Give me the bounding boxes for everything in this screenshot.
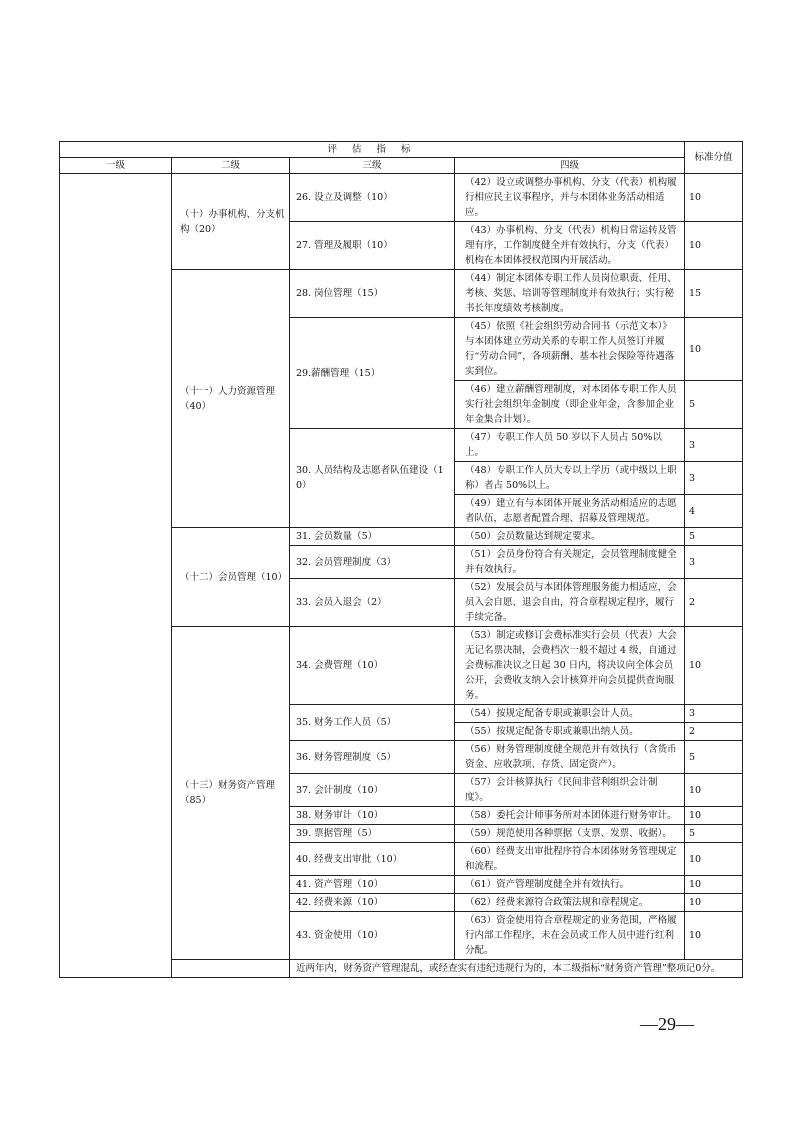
level4-cell: （57）会计核算执行《民间非营利组织会计制度》。	[455, 774, 685, 807]
level4-cell: （44）制定本团体专职工作人员岗位职责、任用、考核、奖惩、培训等管理制度并有效执行；实行秘书长年度绩效考核制度。	[455, 270, 685, 318]
level4-cell: （58）委托会计师事务所对本团体进行财务审计。	[455, 807, 685, 825]
level3-cell: 41. 资产管理（10）	[290, 876, 455, 894]
header-title: 评 估 指 标	[60, 142, 685, 158]
score-cell: 5	[685, 825, 743, 843]
score-cell: 3	[685, 546, 743, 579]
score-cell: 10	[685, 174, 743, 222]
header-level4: 四级	[455, 158, 685, 174]
header-level3: 三级	[290, 158, 455, 174]
score-cell: 5	[685, 528, 743, 546]
header-level2: 二级	[172, 158, 290, 174]
header-score: 标准分值	[685, 142, 743, 174]
level4-cell: （45）依照《社会组织劳动合同书（示范文本）》与本团体建立劳动关系的专职工作人员签订并履行“劳动合同”，各项薪酬、基本社会保险等待遇落实到位。	[455, 318, 685, 381]
level4-cell: （49）建立有与本团体开展业务活动相适应的志愿者队伍，志愿者配置合理、招募及管理规范。	[455, 495, 685, 528]
level4-cell: （61）资产管理制度健全并有效执行。	[455, 876, 685, 894]
level3-cell: 37. 会计制度（10）	[290, 774, 455, 807]
score-cell: 3	[685, 429, 743, 462]
score-cell: 5	[685, 381, 743, 429]
level4-cell: （51）会员身份符合有关规定，会员管理制度健全并有效执行。	[455, 546, 685, 579]
score-cell: 10	[685, 774, 743, 807]
level4-cell: （55）按规定配备专职或兼职出纳人员。	[455, 723, 685, 741]
score-cell: 10	[685, 843, 743, 876]
score-cell: 10	[685, 912, 743, 960]
level4-cell: （43）办事机构、分支（代表）机构日常运转及管理有序，工作制度健全并有效执行，分支（代表）机构在本团体授权范围内开展活动。	[455, 222, 685, 270]
level4-cell: （54）按规定配备专职或兼职会计人员。	[455, 705, 685, 723]
level4-cell: （48）专职工作人员大专以上学历（或中级以上职称）者占 50%以上。	[455, 462, 685, 495]
level4-cell: （46）建立薪酬管理制度，对本团体专职工作人员实行社会组织年金制度（即企业年金，含参加企业年金集合计划）。	[455, 381, 685, 429]
level3-cell: 40. 经费支出审批（10）	[290, 843, 455, 876]
level3-cell: 31. 会员数量（5）	[290, 528, 455, 546]
level3-cell: 33. 会员入退会（2）	[290, 579, 455, 627]
level3-cell: 29.薪酬管理（15）	[290, 318, 455, 429]
level4-cell: （62）经费来源符合政策法规和章程规定。	[455, 894, 685, 912]
score-cell: 5	[685, 741, 743, 774]
level3-cell: 43. 资金使用（10）	[290, 912, 455, 960]
page-number: —29—	[640, 1014, 694, 1034]
score-cell: 10	[685, 876, 743, 894]
level3-cell: 30. 人员结构及志愿者队伍建设（10）	[290, 429, 455, 528]
level3-cell: 32. 会员管理制度（3）	[290, 546, 455, 579]
level3-cell: 26. 设立及调整（10）	[290, 174, 455, 222]
evaluation-table-page	[59, 141, 742, 978]
score-cell: 3	[685, 705, 743, 723]
score-cell: 10	[685, 807, 743, 825]
level3-cell: 34. 会费管理（10）	[290, 627, 455, 705]
level4-cell: （53）制定或修订会费标准实行会员（代表）大会无记名票决制，会费档次一般不超过 4 级，自通过会费标准决议之日起 30 日内，将决议向全体会员公开，会费收支纳入会计核算并向会员提供查询服务。	[455, 627, 685, 705]
header-level1: 一级	[60, 158, 172, 174]
level3-cell: 28. 岗位管理（15）	[290, 270, 455, 318]
score-cell: 15	[685, 270, 743, 318]
level4-cell: （50）会员数量达到规定要求。	[455, 528, 685, 546]
score-cell: 2	[685, 723, 743, 741]
level2-cell: （十一）人力资源管理（40）	[172, 270, 290, 528]
level3-cell: 27. 管理及履职（10）	[290, 222, 455, 270]
score-cell: 4	[685, 495, 743, 528]
level4-cell: （59）规范使用各种票据（支票、发票、收据）。	[455, 825, 685, 843]
level4-cell: （42）设立或调整办事机构、分支（代表）机构履行相应民主议事程序，并与本团体业务活动相适应。	[455, 174, 685, 222]
level4-cell: （56）财务管理制度健全规范并有效执行（含货币资金、应收款项、存货、固定资产）。	[455, 741, 685, 774]
note-spacer	[172, 960, 290, 978]
score-cell: 3	[685, 462, 743, 495]
score-cell: 2	[685, 579, 743, 627]
level3-cell: 39. 票据管理（5）	[290, 825, 455, 843]
level2-cell: （十三）财务资产管理（85）	[172, 627, 290, 960]
score-cell: 10	[685, 318, 743, 381]
evaluation-index-table	[59, 141, 743, 978]
level4-cell: （63）资金使用符合章程规定的业务范围，严格履行内部工作程序，未在会员或工作人员中进行红利分配。	[455, 912, 685, 960]
level4-cell: （47）专职工作人员 50 岁以下人员占 50%以上。	[455, 429, 685, 462]
level2-cell: （十二）会员管理（10）	[172, 528, 290, 627]
level3-cell: 38. 财务审计（10）	[290, 807, 455, 825]
level1-cell	[60, 174, 172, 978]
header-row-sub	[60, 158, 743, 174]
level3-cell: 36. 财务管理制度（5）	[290, 741, 455, 774]
level2-cell: （十）办事机构、分支机构（20）	[172, 174, 290, 270]
deduction-note: 近两年内，财务资产管理混乱，或经查实有违纪违规行为的，本二级指标“财务资产管理”整项记0分。	[290, 960, 743, 978]
level4-cell: （60）经费支出审批程序符合本团体财务管理规定和流程。	[455, 843, 685, 876]
score-cell: 10	[685, 222, 743, 270]
score-cell: 10	[685, 627, 743, 705]
table-row	[60, 174, 743, 222]
score-cell: 10	[685, 894, 743, 912]
level3-cell: 35. 财务工作人员（5）	[290, 705, 455, 741]
level4-cell: （52）发展会员与本团体管理服务能力相适应，会员入会自愿、退会自由，符合章程规定程序，履行手续完备。	[455, 579, 685, 627]
header-row-top	[60, 142, 743, 158]
level3-cell: 42. 经费来源（10）	[290, 894, 455, 912]
